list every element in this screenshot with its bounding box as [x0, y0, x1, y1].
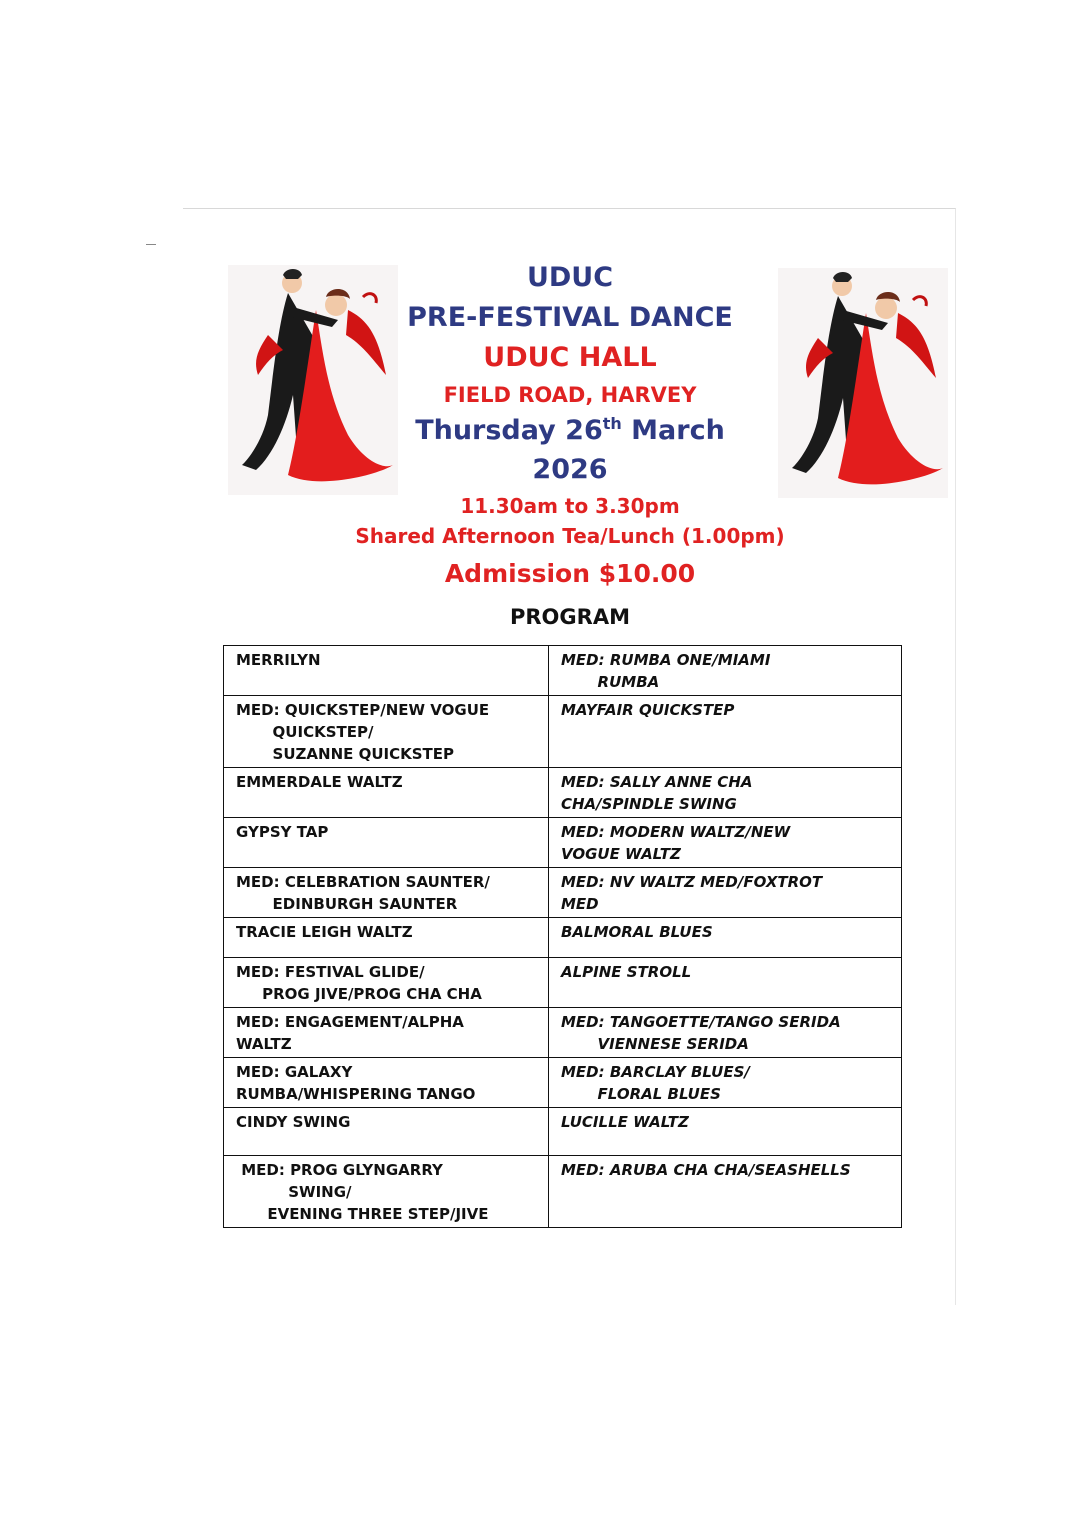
scan-mark — [146, 244, 156, 245]
table-row — [224, 646, 902, 696]
program-cell-right: MED: ARUBA CHA CHA/SEASHELLS — [549, 1156, 902, 1228]
admission-price: Admission $10.00 — [444, 559, 696, 588]
table-row — [224, 696, 902, 768]
program-cell-right: MED: RUMBA ONE/MIAMI RUMBA — [549, 646, 902, 696]
event-year: 2026 — [532, 454, 608, 485]
event-time: 11.30am to 3.30pm — [460, 494, 680, 518]
program-cell-right: LUCILLE WALTZ — [549, 1108, 902, 1156]
date-month: March — [621, 415, 725, 446]
program-heading: PROGRAM — [510, 605, 630, 629]
program-cell-right: MED: MODERN WALTZ/NEW VOGUE WALTZ — [549, 818, 902, 868]
table-row — [224, 768, 902, 818]
table-row — [224, 1058, 902, 1108]
program-cell-left: MED: PROG GLYNGARRY SWING/ EVENING THREE STEP/JIVE — [224, 1156, 549, 1228]
table-row — [224, 818, 902, 868]
table-row — [224, 1108, 902, 1156]
program-cell-right: MED: NV WALTZ MED/FOXTROT MED — [549, 868, 902, 918]
program-cell-left: MED: FESTIVAL GLIDE/ PROG JIVE/PROG CHA CHA — [224, 958, 549, 1008]
program-cell-left: MED: QUICKSTEP/NEW VOGUE QUICKSTEP/ SUZANNE QUICKSTEP — [224, 696, 549, 768]
event-date — [300, 414, 840, 446]
venue-address: FIELD ROAD, HARVEY — [443, 383, 697, 407]
program-cell-left: MERRILYN — [224, 646, 549, 696]
program-cell-left: MED: ENGAGEMENT/ALPHA WALTZ — [224, 1008, 549, 1058]
program-cell-left: EMMERDALE WALTZ — [224, 768, 549, 818]
date-ordinal: th — [602, 414, 622, 433]
program-cell-right: MED: SALLY ANNE CHA CHA/SPINDLE SWING — [549, 768, 902, 818]
program-cell-right: BALMORAL BLUES — [549, 918, 902, 958]
program-cell-left: MED: GALAXY RUMBA/WHISPERING TANGO — [224, 1058, 549, 1108]
program-cell-right: ALPINE STROLL — [549, 958, 902, 1008]
program-cell-left: TRACIE LEIGH WALTZ — [224, 918, 549, 958]
program-cell-left: CINDY SWING — [224, 1108, 549, 1156]
program-cell-right: MED: BARCLAY BLUES/ FLORAL BLUES — [549, 1058, 902, 1108]
table-row — [224, 918, 902, 958]
program-table — [223, 645, 902, 1228]
program-cell-right: MED: TANGOETTE/TANGO SERIDA VIENNESE SERIDA — [549, 1008, 902, 1058]
venue-title: UDUC HALL — [483, 342, 657, 373]
program-cell-right: MAYFAIR QUICKSTEP — [549, 696, 902, 768]
afternoon-tea-note: Shared Afternoon Tea/Lunch (1.00pm) — [355, 524, 785, 548]
org-title: UDUC — [526, 262, 614, 293]
event-title: PRE-FESTIVAL DANCE — [407, 302, 733, 333]
table-row — [224, 868, 902, 918]
program-cell-left: MED: CELEBRATION SAUNTER/ EDINBURGH SAUNTER — [224, 868, 549, 918]
table-row — [224, 1156, 902, 1228]
date-day: Thursday 26 — [415, 415, 603, 446]
program-cell-left: GYPSY TAP — [224, 818, 549, 868]
table-row — [224, 958, 902, 1008]
table-row — [224, 1008, 902, 1058]
